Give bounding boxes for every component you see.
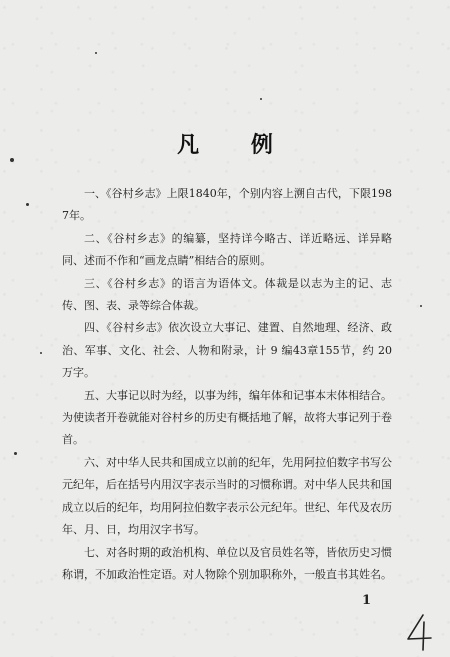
scan-speck [40,352,42,354]
paragraph-4: 四、《谷村乡志》依次设立大事记、建置、自然地理、经济、政治、军事、文化、社会、人物和附录，计 9 编43章155节，约 20万字。 [62,321,392,380]
paragraph-1: 一、《谷村乡志》上限1840年，个别内容上溯自古代，下限1987年。 [62,187,392,223]
paragraph-3: 三、《谷村乡志》的语言为语体文。体裁是以志为主的记、志传、图、表、录等综合体裁。 [62,276,392,313]
scan-speck [420,305,422,307]
page-title: 凡 例 [177,132,295,158]
page-number: 1 [362,593,372,608]
scan-speck [10,158,14,162]
scan-speck [95,52,97,54]
scan-speck [260,98,262,100]
paragraph-6: 六、对中华人民共和国成立以前的纪年，先用阿拉伯数字书写公元纪年，后在括号内用汉字表示当时的习惯称谓。对中华人民共和国成立以后的纪年，均用阿拉伯数字表示公元纪年。世纪、年代及农历年、月、日，均用汉字书写。 [62,455,392,537]
document-body [62,183,392,586]
handwritten-page-mark [404,612,434,652]
scan-speck [26,203,29,206]
paragraph-5: 五、大事记以时为经，以事为纬，编年体和记事本末体相结合。为使读者开卷就能对谷村乡的历史有概括地了解，故将大事记列于卷首。 [62,388,392,447]
paragraph-2: 二、《谷村乡志》的编纂，坚持详今略古、详近略远、详异略同、述而不作和“画龙点睛”相结合的原则。 [62,231,392,268]
paragraph-7: 七、对各时期的政治机构、单位以及官员姓名等，皆依历史习惯称谓，不加政治性定语。对人物除个别加职称外，一般直书其姓名。 [62,545,392,581]
scan-speck [14,452,17,455]
